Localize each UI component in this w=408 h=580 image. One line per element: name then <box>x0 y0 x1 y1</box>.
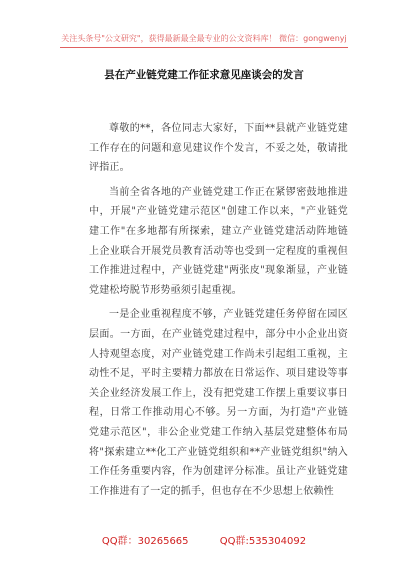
paragraph-greeting: 尊敬的**，各位同志大家好，下面**县就产业链党建工作存在的问题和意见建议作个发言，不妥之处，敬请批评指正。 <box>89 123 348 174</box>
header-banner: 关注头条号"公文研究"，获得最新最全最专业的公文资料库！ 微信：gongwenyj <box>61 34 347 43</box>
footer-contact <box>0 532 408 547</box>
footer-qq-group-2: QQ群:535304092 <box>219 536 307 547</box>
document-title: 县在产业链党建工作征求意见座谈会的发言 <box>104 69 304 81</box>
paragraph-issue-one: 一是企业重视程度不够，产业链党建任务停留在园区层面。一方面，在产业链党建过程中，部分中小企业出资人持观望态度，对产业链党建工作尚未引起组工重视，主动性不足，平时主要精力都放在日常运作、项目建设等事关企业经济发展工作上，没有把党建工作摆上重要议事日程，日常工作推动用心不够。另一方面，为打造"产业链党建示范区"，非公企业党建工作纳入基层党建整体布局将"探索建立**化工产业链党组织和**产业链党组织"纳入工作任务重要内容，作为创建评分标准。虽让产业链党建工作推进有了一定的抓手，但也存在不少思想上依赖性 <box>89 309 348 497</box>
header-divider <box>60 47 348 48</box>
paragraph-background: 当前全省各地的产业链党建工作正在紧锣密鼓地推进中，开展"产业链党建示范区"创建工作以来，"产业链党建工作"在多地都有所探索，建立产业链党建活动阵地链上企业联合开展党员教育活动等也受到一定程度的重视但工作推进过程中，产业链党建"两张皮"现象渐显，产业链党建松垮脱节形势亟须引起重视。 <box>89 186 348 296</box>
footer-qq-group-1: QQ群：30265665 <box>101 536 189 547</box>
document-body <box>89 119 348 506</box>
